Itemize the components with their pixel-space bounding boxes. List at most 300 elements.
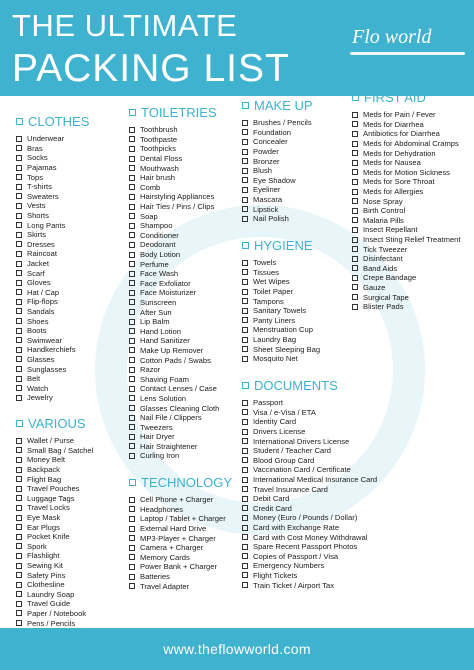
checkbox[interactable] <box>129 290 135 296</box>
list-item[interactable] <box>352 216 470 226</box>
list-item[interactable] <box>242 185 350 195</box>
list-item[interactable] <box>129 432 239 442</box>
checkbox[interactable] <box>129 376 135 382</box>
list-item[interactable] <box>242 523 354 533</box>
checkbox[interactable] <box>16 395 22 401</box>
checkbox[interactable] <box>352 141 358 147</box>
list-item[interactable] <box>129 543 239 553</box>
checkbox[interactable] <box>129 424 135 430</box>
list-item[interactable] <box>242 417 354 427</box>
checkbox[interactable] <box>129 213 135 219</box>
checkbox[interactable] <box>352 294 358 300</box>
list-item[interactable] <box>242 137 350 147</box>
list-item[interactable] <box>16 580 124 590</box>
checkbox[interactable] <box>242 553 248 559</box>
list-item[interactable] <box>242 513 358 523</box>
list-item[interactable] <box>129 514 239 524</box>
list-item[interactable] <box>129 374 239 384</box>
checkbox[interactable] <box>129 309 135 315</box>
list-item[interactable] <box>16 182 124 192</box>
list-item[interactable] <box>129 442 239 452</box>
list-item[interactable] <box>129 365 239 375</box>
checkbox[interactable] <box>16 505 22 511</box>
checkbox[interactable] <box>352 217 358 223</box>
checkbox[interactable] <box>352 265 358 271</box>
list-item[interactable] <box>352 283 470 293</box>
checkbox[interactable] <box>129 319 135 325</box>
checkbox[interactable] <box>352 275 358 281</box>
list-item[interactable] <box>129 279 239 289</box>
list-item[interactable] <box>352 196 470 206</box>
checkbox[interactable] <box>16 524 22 530</box>
list-item[interactable] <box>16 393 124 403</box>
list-item[interactable] <box>242 195 350 205</box>
checkbox[interactable] <box>129 204 135 210</box>
checkbox[interactable] <box>352 169 358 175</box>
list-item[interactable] <box>16 307 124 317</box>
list-item[interactable] <box>129 524 239 534</box>
list-item[interactable] <box>129 173 239 183</box>
list-item[interactable] <box>242 258 350 268</box>
checkbox[interactable] <box>129 146 135 152</box>
checkbox[interactable] <box>352 160 358 166</box>
list-item[interactable] <box>16 542 124 552</box>
checkbox[interactable] <box>242 158 248 164</box>
list-item[interactable] <box>129 505 239 515</box>
checkbox[interactable] <box>16 467 22 473</box>
list-item[interactable] <box>16 484 124 494</box>
list-item[interactable] <box>352 177 470 187</box>
list-item[interactable] <box>16 220 124 230</box>
checkbox[interactable] <box>242 317 248 323</box>
list-item[interactable] <box>242 571 354 581</box>
list-item[interactable] <box>242 325 350 335</box>
list-item[interactable] <box>129 572 239 582</box>
list-item[interactable] <box>16 201 124 211</box>
checkbox[interactable] <box>16 591 22 597</box>
list-item[interactable] <box>242 552 354 562</box>
list-item[interactable] <box>352 148 470 158</box>
checkbox[interactable] <box>129 127 135 133</box>
list-item[interactable] <box>16 259 124 269</box>
checkbox[interactable] <box>129 328 135 334</box>
checkbox[interactable] <box>129 261 135 267</box>
checkbox[interactable] <box>242 260 248 266</box>
list-item[interactable] <box>129 288 239 298</box>
checkbox[interactable] <box>242 168 248 174</box>
checkbox[interactable] <box>16 261 22 267</box>
list-item[interactable] <box>16 297 124 307</box>
checkbox[interactable] <box>129 395 135 401</box>
list-item[interactable] <box>242 344 350 354</box>
checkbox[interactable] <box>242 467 248 473</box>
checkbox[interactable] <box>16 289 22 295</box>
list-item[interactable] <box>352 129 470 139</box>
list-item[interactable] <box>352 292 470 302</box>
checkbox[interactable] <box>129 252 135 258</box>
list-item[interactable] <box>129 403 239 413</box>
checkbox[interactable] <box>129 453 135 459</box>
checkbox[interactable] <box>16 610 22 616</box>
list-item[interactable] <box>242 306 350 316</box>
checkbox[interactable] <box>16 251 22 257</box>
list-item[interactable] <box>129 298 239 308</box>
list-item[interactable] <box>242 128 350 138</box>
checkbox[interactable] <box>16 270 22 276</box>
list-item[interactable] <box>242 532 368 542</box>
checkbox[interactable] <box>16 601 22 607</box>
list-item[interactable] <box>129 581 239 591</box>
checkbox[interactable] <box>129 443 135 449</box>
list-item[interactable] <box>352 225 470 235</box>
checkbox[interactable] <box>352 179 358 185</box>
list-item[interactable] <box>352 273 470 283</box>
list-item[interactable] <box>129 394 239 404</box>
list-item[interactable] <box>352 235 470 245</box>
checkbox[interactable] <box>352 237 358 243</box>
checkbox[interactable] <box>129 386 135 392</box>
list-item[interactable] <box>242 156 350 166</box>
checkbox[interactable] <box>242 129 248 135</box>
list-item[interactable] <box>242 408 354 418</box>
list-item[interactable] <box>129 413 239 423</box>
checkbox[interactable] <box>129 554 135 560</box>
checkbox[interactable] <box>129 506 135 512</box>
checkbox[interactable] <box>16 213 22 219</box>
list-item[interactable] <box>129 183 239 193</box>
checkbox[interactable] <box>16 299 22 305</box>
checkbox[interactable] <box>242 505 248 511</box>
list-item[interactable] <box>16 532 124 542</box>
checkbox[interactable] <box>242 429 248 435</box>
list-item[interactable] <box>16 513 124 523</box>
list-item[interactable] <box>129 495 239 505</box>
checkbox[interactable] <box>242 120 248 126</box>
checkbox[interactable] <box>16 582 22 588</box>
checkbox[interactable] <box>16 486 22 492</box>
checkbox[interactable] <box>16 515 22 521</box>
list-item[interactable] <box>129 451 239 461</box>
list-item[interactable] <box>129 562 239 572</box>
list-item[interactable] <box>129 125 239 135</box>
checkbox[interactable] <box>129 516 135 522</box>
list-item[interactable] <box>16 551 124 561</box>
checkbox[interactable] <box>129 564 135 570</box>
checkbox[interactable] <box>352 227 358 233</box>
checkbox[interactable] <box>129 271 135 277</box>
checkbox[interactable] <box>16 385 22 391</box>
list-item[interactable] <box>129 533 239 543</box>
checkbox[interactable] <box>129 405 135 411</box>
list-item[interactable] <box>16 590 124 600</box>
list-item[interactable] <box>16 374 124 384</box>
checkbox[interactable] <box>129 367 135 373</box>
list-item[interactable] <box>352 254 470 264</box>
checkbox[interactable] <box>16 184 22 190</box>
checkbox[interactable] <box>16 203 22 209</box>
checkbox[interactable] <box>352 208 358 214</box>
checkbox[interactable] <box>242 400 248 406</box>
checkbox[interactable] <box>16 241 22 247</box>
list-item[interactable] <box>16 618 124 628</box>
checkbox[interactable] <box>242 534 248 540</box>
list-item[interactable] <box>16 599 124 609</box>
checkbox[interactable] <box>129 223 135 229</box>
list-item[interactable] <box>352 302 470 312</box>
list-item[interactable] <box>129 192 239 202</box>
checkbox[interactable] <box>129 156 135 162</box>
checkbox[interactable] <box>16 476 22 482</box>
checkbox[interactable] <box>16 318 22 324</box>
list-item[interactable] <box>242 147 350 157</box>
checkbox[interactable] <box>16 563 22 569</box>
list-item[interactable] <box>242 287 350 297</box>
checkbox[interactable] <box>242 177 248 183</box>
list-item[interactable] <box>16 455 124 465</box>
checkbox[interactable] <box>352 256 358 262</box>
list-item[interactable] <box>16 230 124 240</box>
list-item[interactable] <box>129 355 239 365</box>
checkbox[interactable] <box>352 150 358 156</box>
list-item[interactable] <box>242 204 350 214</box>
checkbox[interactable] <box>16 457 22 463</box>
checkbox[interactable] <box>16 165 22 171</box>
list-item[interactable] <box>129 259 239 269</box>
list-item[interactable] <box>242 118 350 128</box>
list-item[interactable] <box>129 221 239 231</box>
list-item[interactable] <box>129 202 239 212</box>
checkbox[interactable] <box>129 574 135 580</box>
checkbox[interactable] <box>16 347 22 353</box>
list-item[interactable] <box>242 465 354 475</box>
checkbox[interactable] <box>16 136 22 142</box>
checkbox[interactable] <box>129 184 135 190</box>
list-item[interactable] <box>352 158 470 168</box>
list-item[interactable] <box>242 354 350 364</box>
list-item[interactable] <box>16 465 124 475</box>
list-item[interactable] <box>352 110 470 120</box>
list-item[interactable] <box>129 269 239 279</box>
list-item[interactable] <box>16 345 124 355</box>
checkbox[interactable] <box>242 216 248 222</box>
checkbox[interactable] <box>129 175 135 181</box>
checkbox[interactable] <box>129 165 135 171</box>
list-item[interactable] <box>16 163 124 173</box>
checkbox[interactable] <box>16 232 22 238</box>
list-item[interactable] <box>129 250 239 260</box>
list-item[interactable] <box>242 268 350 278</box>
list-item[interactable] <box>16 326 124 336</box>
list-item[interactable] <box>16 278 124 288</box>
checkbox[interactable] <box>16 193 22 199</box>
list-item[interactable] <box>129 422 239 432</box>
list-item[interactable] <box>129 135 239 145</box>
checkbox[interactable] <box>242 572 248 578</box>
checkbox[interactable] <box>242 525 248 531</box>
list-item[interactable] <box>352 206 470 216</box>
list-item[interactable] <box>16 355 124 365</box>
checkbox[interactable] <box>242 187 248 193</box>
checkbox[interactable] <box>242 298 248 304</box>
checkbox[interactable] <box>16 308 22 314</box>
checkbox[interactable] <box>16 356 22 362</box>
list-item[interactable] <box>16 240 124 250</box>
checkbox[interactable] <box>16 376 22 382</box>
checkbox[interactable] <box>16 543 22 549</box>
list-item[interactable] <box>16 211 124 221</box>
list-item[interactable] <box>352 264 470 274</box>
list-item[interactable] <box>242 166 350 176</box>
list-item[interactable] <box>352 168 470 178</box>
checkbox[interactable] <box>242 563 248 569</box>
checkbox[interactable] <box>242 197 248 203</box>
checkbox[interactable] <box>16 534 22 540</box>
checkbox[interactable] <box>16 553 22 559</box>
checkbox[interactable] <box>242 419 248 425</box>
checkbox[interactable] <box>16 280 22 286</box>
list-item[interactable] <box>242 475 378 485</box>
checkbox[interactable] <box>242 289 248 295</box>
list-item[interactable] <box>352 120 470 130</box>
list-item[interactable] <box>16 249 124 259</box>
list-item[interactable] <box>16 316 124 326</box>
list-item[interactable] <box>16 153 124 163</box>
list-item[interactable] <box>16 134 124 144</box>
list-item[interactable] <box>242 446 354 456</box>
list-item[interactable] <box>242 214 350 224</box>
checkbox[interactable] <box>129 583 135 589</box>
list-item[interactable] <box>242 436 354 446</box>
checkbox[interactable] <box>129 194 135 200</box>
list-item[interactable] <box>16 561 124 571</box>
checkbox[interactable] <box>129 415 135 421</box>
checkbox[interactable] <box>129 338 135 344</box>
list-item[interactable] <box>16 144 124 154</box>
list-item[interactable] <box>352 187 470 197</box>
list-item[interactable] <box>242 427 354 437</box>
checkbox[interactable] <box>129 232 135 238</box>
list-item[interactable] <box>16 436 124 446</box>
list-item[interactable] <box>16 522 124 532</box>
list-item[interactable] <box>242 335 350 345</box>
checkbox[interactable] <box>242 308 248 314</box>
checkbox[interactable] <box>242 486 248 492</box>
checkbox[interactable] <box>242 409 248 415</box>
list-item[interactable] <box>16 494 124 504</box>
checkbox[interactable] <box>242 346 248 352</box>
list-item[interactable] <box>242 316 350 326</box>
checkbox[interactable] <box>242 327 248 333</box>
checkbox[interactable] <box>242 206 248 212</box>
list-item[interactable] <box>129 384 239 394</box>
list-item[interactable] <box>16 570 124 580</box>
checkbox[interactable] <box>242 356 248 362</box>
checkbox[interactable] <box>352 198 358 204</box>
checkbox[interactable] <box>129 545 135 551</box>
list-item[interactable] <box>129 317 239 327</box>
checkbox[interactable] <box>352 112 358 118</box>
website-link[interactable]: www.theflowworld.com <box>163 641 311 657</box>
checkbox[interactable] <box>352 246 358 252</box>
list-item[interactable] <box>16 609 124 619</box>
checkbox[interactable] <box>129 497 135 503</box>
list-item[interactable] <box>242 456 354 466</box>
checkbox[interactable] <box>129 347 135 353</box>
checkbox[interactable] <box>242 269 248 275</box>
list-item[interactable] <box>129 154 239 164</box>
list-item[interactable] <box>352 139 470 149</box>
checkbox[interactable] <box>352 121 358 127</box>
list-item[interactable] <box>16 474 124 484</box>
list-item[interactable] <box>129 211 239 221</box>
checkbox[interactable] <box>129 434 135 440</box>
checkbox[interactable] <box>16 145 22 151</box>
list-item[interactable] <box>242 398 354 408</box>
list-item[interactable] <box>242 504 354 514</box>
checkbox[interactable] <box>129 299 135 305</box>
checkbox[interactable] <box>16 337 22 343</box>
checkbox[interactable] <box>352 131 358 137</box>
list-item[interactable] <box>16 364 124 374</box>
list-item[interactable] <box>16 446 124 456</box>
checkbox[interactable] <box>16 174 22 180</box>
list-item[interactable] <box>129 346 239 356</box>
list-item[interactable] <box>242 542 358 552</box>
checkbox[interactable] <box>242 477 248 483</box>
list-item[interactable] <box>242 561 354 571</box>
list-item[interactable] <box>16 335 124 345</box>
checkbox[interactable] <box>242 544 248 550</box>
list-item[interactable] <box>242 494 354 504</box>
list-item[interactable] <box>129 163 239 173</box>
list-item[interactable] <box>16 383 124 393</box>
checkbox[interactable] <box>16 222 22 228</box>
checkbox[interactable] <box>242 448 248 454</box>
list-item[interactable] <box>129 336 239 346</box>
checkbox[interactable] <box>16 447 22 453</box>
checkbox[interactable] <box>129 242 135 248</box>
checkbox[interactable] <box>352 284 358 290</box>
list-item[interactable] <box>129 326 239 336</box>
checkbox[interactable] <box>242 457 248 463</box>
list-item[interactable] <box>16 268 124 278</box>
checkbox[interactable] <box>129 526 135 532</box>
checkbox[interactable] <box>16 155 22 161</box>
checkbox[interactable] <box>16 620 22 626</box>
checkbox[interactable] <box>242 496 248 502</box>
list-item[interactable] <box>16 503 124 513</box>
checkbox[interactable] <box>16 495 22 501</box>
checkbox[interactable] <box>16 366 22 372</box>
checkbox[interactable] <box>352 189 358 195</box>
checkbox[interactable] <box>129 280 135 286</box>
list-item[interactable] <box>129 307 239 317</box>
checkbox[interactable] <box>242 438 248 444</box>
checkbox[interactable] <box>129 357 135 363</box>
checkbox[interactable] <box>242 279 248 285</box>
list-item[interactable] <box>129 240 239 250</box>
list-item[interactable] <box>352 244 470 254</box>
checkbox[interactable] <box>242 149 248 155</box>
list-item[interactable] <box>242 296 350 306</box>
checkbox[interactable] <box>352 304 358 310</box>
checkbox[interactable] <box>242 139 248 145</box>
list-item[interactable] <box>242 484 354 494</box>
checkbox[interactable] <box>16 328 22 334</box>
list-item[interactable] <box>242 580 354 590</box>
checkbox[interactable] <box>242 337 248 343</box>
checkbox[interactable] <box>242 515 248 521</box>
